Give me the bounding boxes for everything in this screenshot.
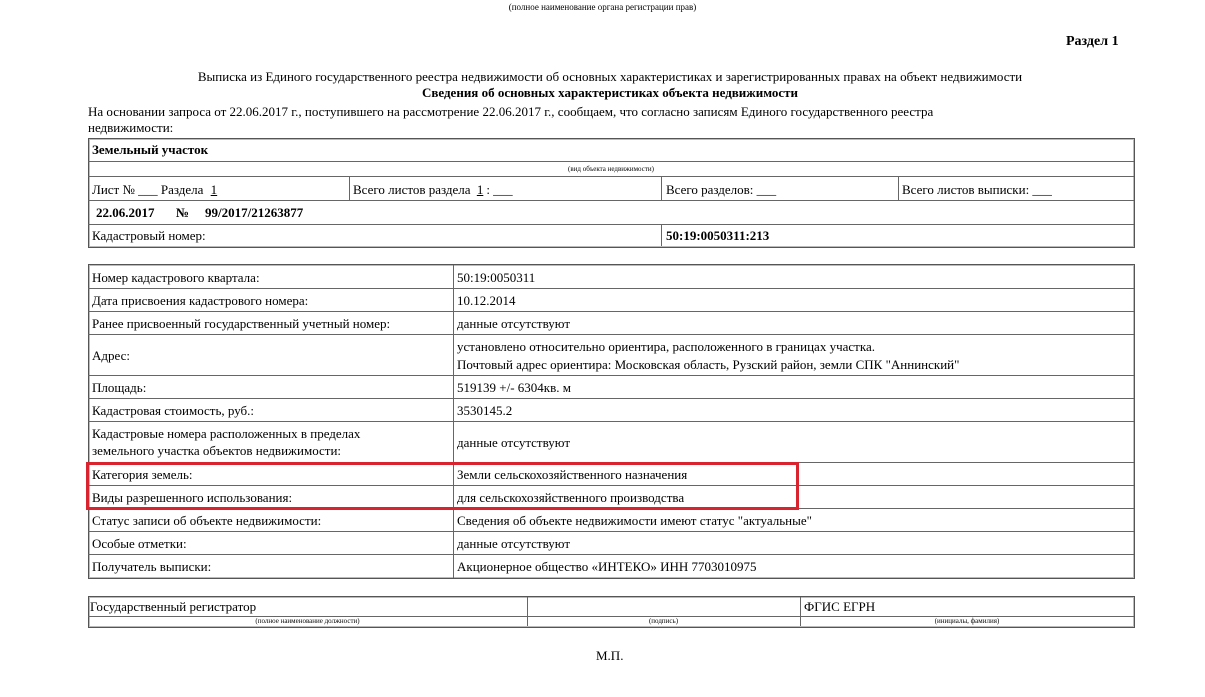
section-label: Раздел 1 xyxy=(1066,34,1119,49)
total-sheets-label: Всего листов раздела xyxy=(353,182,471,197)
sheet-number xyxy=(92,182,221,197)
row-label: Дата присвоения кадастрового номера: xyxy=(92,293,309,308)
row-label: Площадь: xyxy=(92,380,147,395)
row-value: Сведения об объекте недвижимости имеют статус "актуальные" xyxy=(457,513,812,528)
row-label: Кадастровые номера расположенных в пределах xyxy=(92,426,361,441)
row-value: установлено относительно ориентира, расположенного в границах участка. xyxy=(457,339,875,354)
extract-date: 22.06.2017 xyxy=(96,205,155,220)
position-caption: (полное наименование должности) xyxy=(255,617,360,625)
row-value: Акционерное общество «ИНТЕКО» ИНН 7703010975 xyxy=(457,559,757,574)
row-value: данные отсутствуют xyxy=(457,435,571,450)
total-sections: Всего разделов: ___ xyxy=(666,182,777,197)
row-label: Ранее присвоенный государственный учетный номер: xyxy=(92,316,391,331)
stamp-place: М.П. xyxy=(596,648,624,663)
cadastral-number-value: 50:19:0050311:213 xyxy=(666,228,770,243)
highlight-frame xyxy=(86,462,799,510)
object-type-caption: (вид объекта недвижимости) xyxy=(568,165,654,173)
registrar-position: Государственный регистратор xyxy=(90,599,257,614)
name-caption: (инициалы, фамилия) xyxy=(934,617,1000,625)
row-label-line2: земельного участка объектов недвижимости: xyxy=(92,443,342,458)
row-label: Виды разрешенного использования: xyxy=(92,490,293,505)
row-label: Статус записи об объекте недвижимости: xyxy=(92,513,322,528)
cadastral-number-label: Кадастровый номер: xyxy=(92,228,206,243)
signature-caption: (подпись) xyxy=(648,617,679,625)
object-type: Земельный участок xyxy=(92,142,209,157)
row-value: данные отсутствуют xyxy=(457,316,571,331)
row-value: 3530145.2 xyxy=(457,403,513,418)
basis-text-line1: На основании запроса от 22.06.2017 г., поступившего на рассмотрение 22.06.2017 г., сообщаем, что согласно записям Единого государственного реестра xyxy=(88,104,934,119)
row-value: для сельскохозяйственного производства xyxy=(457,490,685,505)
document-subtitle: Сведения об основных характеристиках объекта недвижимости xyxy=(421,85,799,100)
sheet-number-label: Лист № ___ Раздела xyxy=(92,182,204,197)
sheet-section-value: 1 xyxy=(210,182,218,197)
row-label: Получатель выписки: xyxy=(92,559,212,574)
org-caption: (полное наименование органа регистрации прав) xyxy=(508,2,697,12)
registration-number: 99/2017/21263877 xyxy=(205,205,304,220)
basis-text-line2: недвижимости: xyxy=(88,120,174,135)
row-value: 519139 +/- 6304кв. м xyxy=(457,380,571,395)
total-extract-sheets: Всего листов выписки: ___ xyxy=(902,182,1052,197)
row-value: Земли сельскохозяйственного назначения xyxy=(457,467,688,482)
row-value: данные отсутствуют xyxy=(457,536,571,551)
row-label: Номер кадастрового квартала: xyxy=(92,270,260,285)
total-sheets-suffix: : ___ xyxy=(486,182,513,197)
row-value: 10.12.2014 xyxy=(457,293,516,308)
number-sign: № xyxy=(176,205,190,220)
row-label: Кадастровая стоимость, руб.: xyxy=(92,403,255,418)
document-title: Выписка из Единого государственного реестра недвижимости об основных характеристиках и зарегистрированных правах на объект недвижимости xyxy=(197,69,1023,84)
row-label: Категория земель: xyxy=(92,467,193,482)
row-value: 50:19:0050311 xyxy=(457,270,536,285)
row-label: Адрес: xyxy=(92,348,130,363)
total-sheets-section: 1 xyxy=(476,182,484,197)
total-sheets xyxy=(353,182,513,197)
registrar-system: ФГИС ЕГРН xyxy=(804,599,876,614)
row-value-line2: Почтовый адрес ориентира: Московская область, Рузский район, земли СПК "Аннинский" xyxy=(457,357,960,372)
row-label: Особые отметки: xyxy=(92,536,187,551)
